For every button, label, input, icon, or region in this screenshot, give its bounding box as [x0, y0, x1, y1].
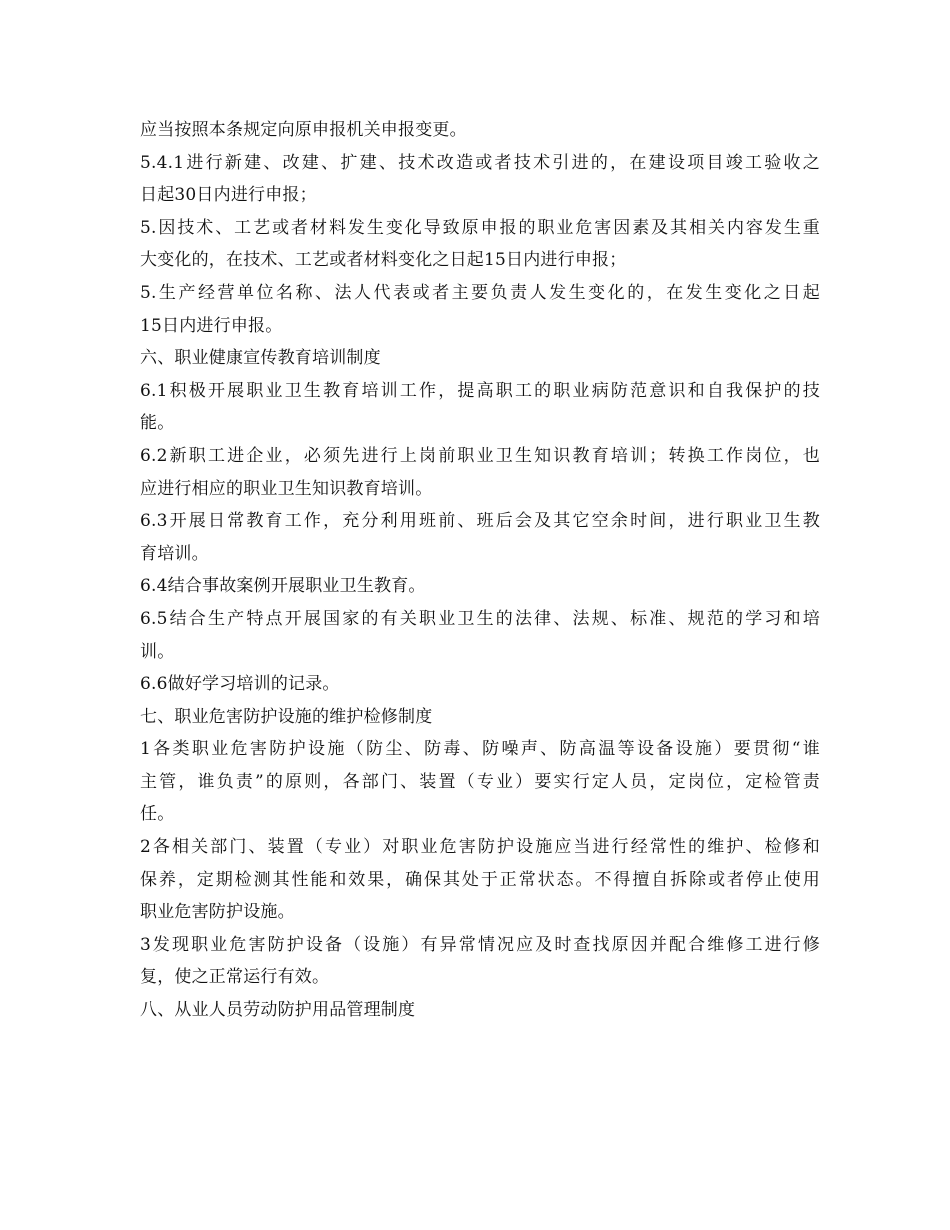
text-line: 5.因技术、工艺或者材料发生变化导致原申报的职业危害因素及其相关内容发生重	[140, 217, 820, 238]
text-line: 能。	[140, 413, 175, 434]
text-line: 主管，谁负责”的原则，各部门、装置（专业）要实行定人员，定岗位，定检管责	[140, 771, 820, 792]
text-line: 6.4结合事故案例开展职业卫生教育。	[140, 576, 426, 597]
text-line: 1各类职业危害防护设施（防尘、防毒、防噪声、防高温等设备设施）要贯彻“谁	[140, 739, 820, 760]
text-line: 15日内进行申报。	[140, 315, 283, 336]
section-heading: 七、职业危害防护设施的维护检修制度	[140, 706, 433, 727]
text-line: 育培训。	[140, 543, 209, 564]
text-line: 5.4.1进行新建、改建、扩建、技术改造或者技术引进的，在建设项目竣工验收之	[140, 152, 820, 173]
text-line: 训。	[140, 641, 175, 662]
document-body	[140, 114, 820, 1027]
text-line: 5.生产经营单位名称、法人代表或者主要负责人发生变化的，在发生变化之日起	[140, 282, 820, 303]
text-line: 大变化的，在技术、工艺或者材料变化之日起15日内进行申报；	[140, 250, 627, 271]
text-line: 6.6做好学习培训的记录。	[140, 674, 340, 695]
text-line: 日起30日内进行申报；	[140, 185, 317, 206]
section-heading: 六、职业健康宣传教育培训制度	[140, 348, 381, 369]
text-line: 6.2新职工进企业，必须先进行上岗前职业卫生知识教育培训；转换工作岗位，也	[140, 445, 820, 466]
text-line: 6.1积极开展职业卫生教育培训工作，提高职工的职业病防范意识和自我保护的技	[140, 380, 820, 401]
text-line: 复，使之正常运行有效。	[140, 967, 330, 988]
section-heading: 八、从业人员劳动防护用品管理制度	[140, 1000, 416, 1021]
text-line: 2各相关部门、装置（专业）对职业危害防护设施应当进行经常性的维护、检修和	[140, 837, 820, 858]
text-line: 应进行相应的职业卫生知识教育培训。	[140, 478, 433, 499]
text-line: 职业危害防护设施。	[140, 902, 295, 923]
text-line: 6.3开展日常教育工作，充分利用班前、班后会及其它空余时间，进行职业卫生教	[140, 511, 820, 532]
text-line: 6.5结合生产特点开展国家的有关职业卫生的法律、法规、标准、规范的学习和培	[140, 608, 820, 629]
text-line: 3发现职业危害防护设备（设施）有异常情况应及时查找原因并配合维修工进行修	[140, 934, 820, 955]
text-line: 应当按照本条规定向原申报机关申报变更。	[140, 120, 467, 140]
text-line: 任。	[140, 804, 175, 825]
text-line: 保养，定期检测其性能和效果，确保其处于正常状态。不得擅自拆除或者停止使用	[140, 869, 820, 890]
